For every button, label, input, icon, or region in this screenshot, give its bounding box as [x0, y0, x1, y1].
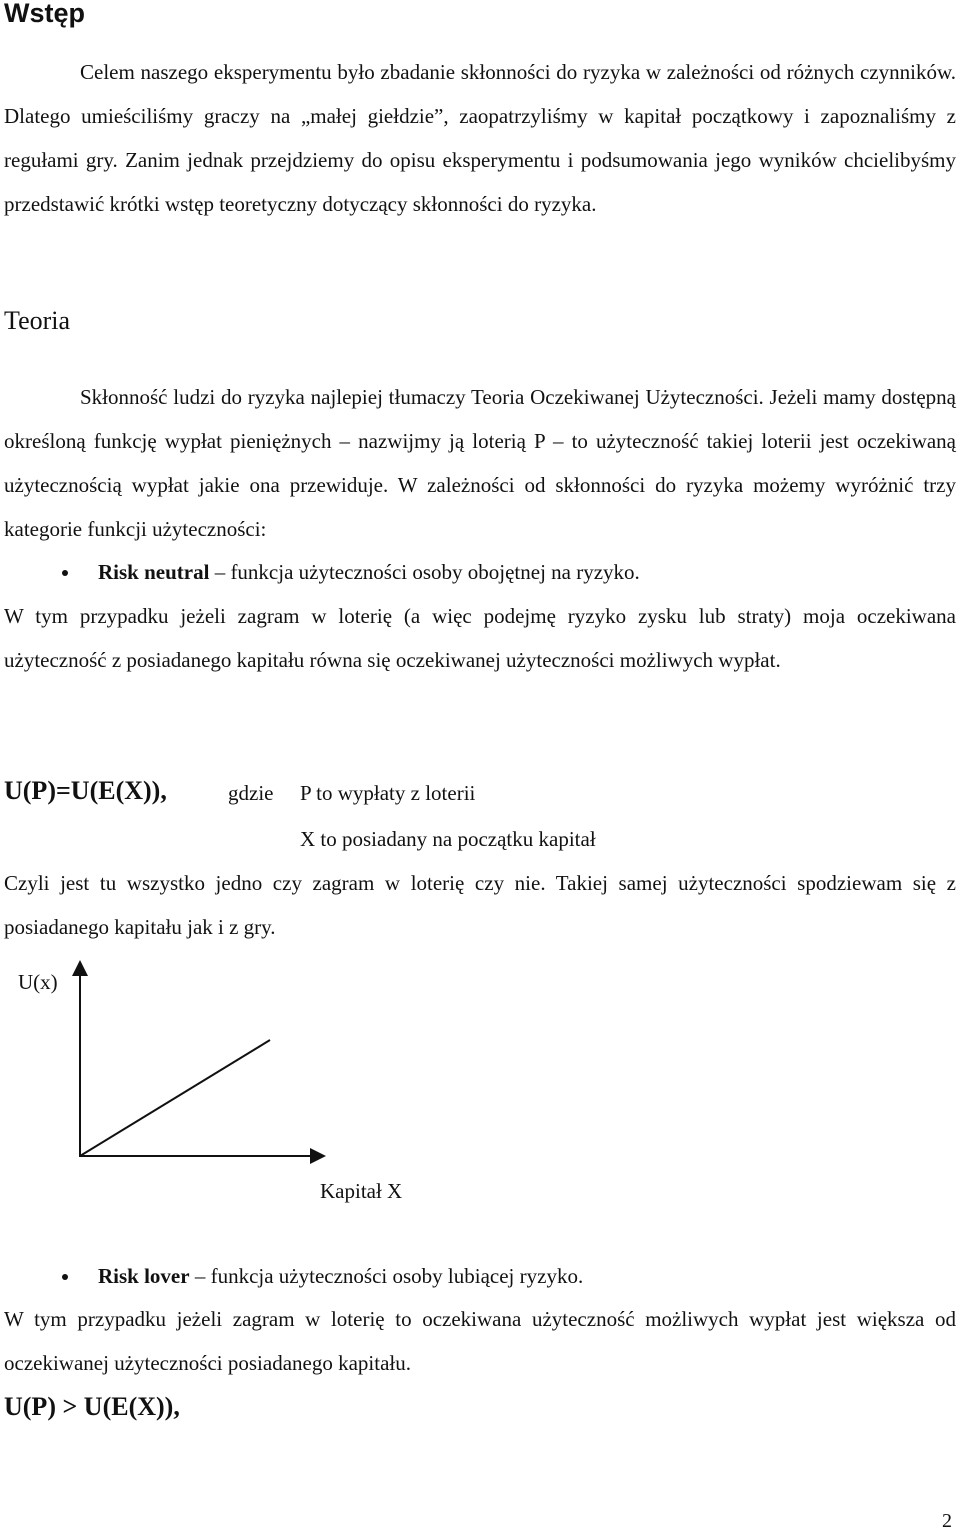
formula-risk-lover: U(P) > U(E(X)), [4, 1392, 180, 1421]
heading-theory: Teoria [4, 306, 71, 335]
formula-def-x: X to posiadany na początku kapitał [300, 827, 596, 851]
bullet-risk-neutral [62, 550, 952, 594]
risk-neutral-term: Risk neutral [98, 560, 210, 584]
theory-paragraph-text: Skłonność ludzi do ryzyka najlepiej tłumaczy Teoria Oczekiwanej Użyteczności. Jeżeli mamy dostępną określoną funkcję wypłat pieniężnych – nazwijmy ją loterią P – to użyteczność takiej loterii jest oczekiwaną użytecznością wypłat jakie ona przewiduje. W zależności od skłonności do ryzyka możemy wyróżnić trzy kategorie funkcji użyteczności: [4, 385, 956, 541]
risk-lover-term: Risk lover [98, 1264, 190, 1288]
chart-series-group [80, 1040, 270, 1156]
lover-paragraph: W tym przypadku jeżeli zagram w loterię to oczekiwana użyteczność możliwych wypłat jest większa od oczekiwanej użyteczności posiadanego kapitału. [4, 1307, 956, 1375]
heading-intro: Wstęp [4, 0, 85, 28]
intro-paragraph [4, 50, 956, 226]
page-number: 2 [942, 1510, 952, 1532]
bullet-dot [62, 570, 68, 576]
formula-where: gdzie [228, 781, 274, 805]
formula-def-p: P to wypłaty z loterii [300, 781, 476, 805]
bullet-dot [62, 1274, 68, 1280]
chart-y-axis-arrow [72, 960, 88, 976]
formula-risk-neutral: U(P)=U(E(X)), [4, 776, 167, 805]
intro-paragraph-text: Celem naszego eksperymentu było zbadanie skłonności do ryzyka w zależności od różnych czynników. Dlatego umieściliśmy graczy na „małej giełdzie”, zaopatrzyliśmy w kapitał początkowy i zapoznaliśmy z regułami gry. Zanim jednak przejdziemy do opisu eksperymentu i podsumowania jego wyników chcielibyśmy przedstawić krótki wstęp teoretyczny dotyczący skłonności do ryzyka. [4, 60, 956, 216]
utility-line [80, 1040, 270, 1156]
bullet-risk-lover [62, 1254, 952, 1298]
theory-paragraph [4, 375, 956, 551]
chart-y-label: U(x) [18, 970, 58, 994]
risk-lover-text: – funkcja użyteczności osoby lubiącej ryzyko. [189, 1264, 584, 1288]
neutral-paragraph: W tym przypadku jeżeli zagram w loterię (a więc podejmę ryzyko zysku lub straty) moja oczekiwana użyteczność z posiadanego kapitału równa się oczekiwanej użyteczności możliwych wypłat. [4, 604, 956, 672]
utility-chart [0, 950, 460, 1210]
conclusion-paragraph: Czyli jest tu wszystko jedno czy zagram w loterię czy nie. Takiej samej użyteczności spodziewam się z posiadanego kapitału jak i z gry. [4, 871, 956, 939]
risk-neutral-text: – funkcja użyteczności osoby obojętnej na ryzyko. [209, 560, 640, 584]
chart-x-label: Kapitał X [320, 1179, 403, 1203]
chart-x-axis-arrow [310, 1148, 326, 1164]
